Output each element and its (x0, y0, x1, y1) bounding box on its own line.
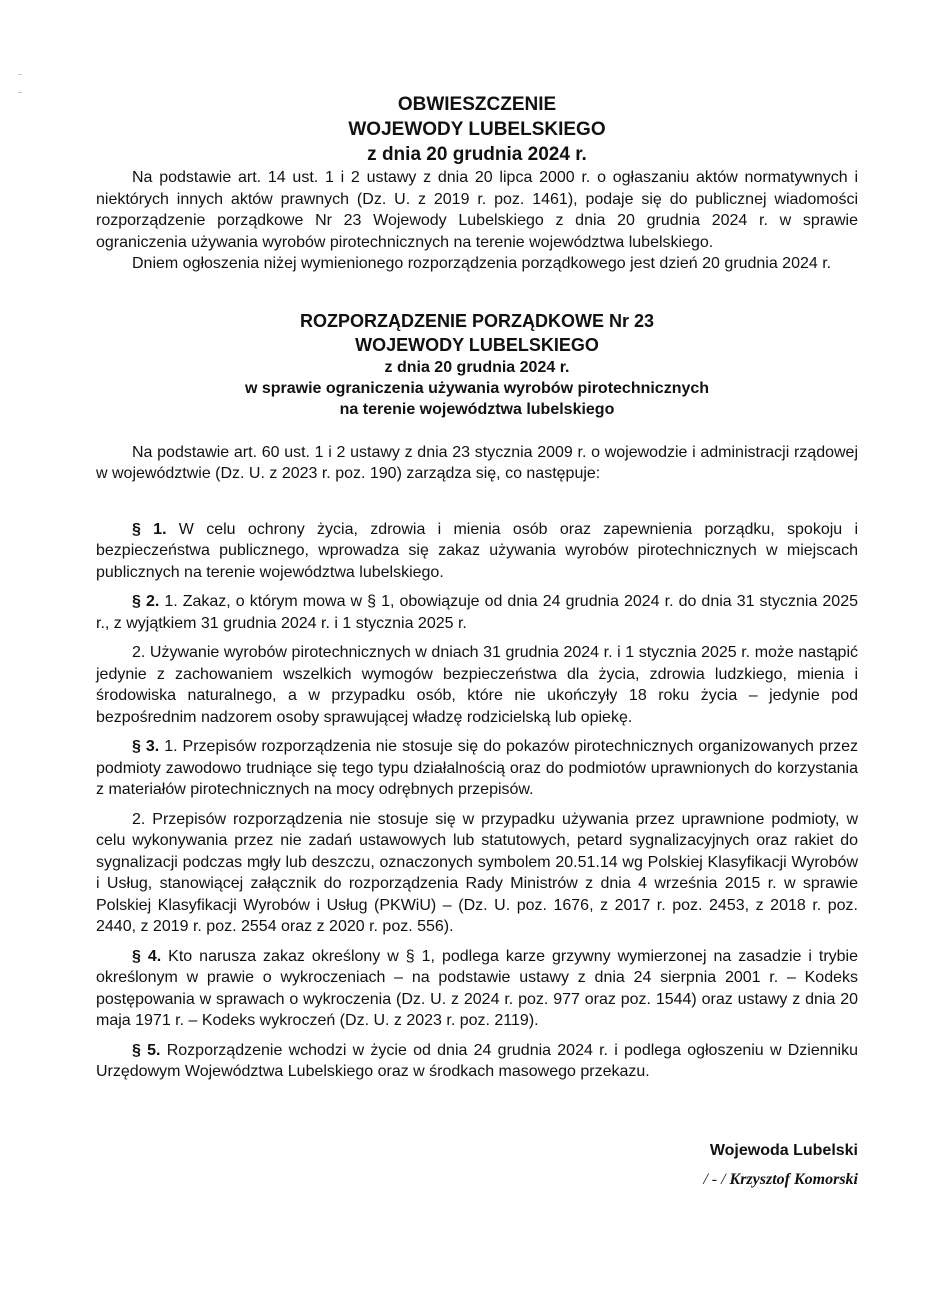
section-2-item-2: 2. Używanie wyrobów pirotechnicznych w dniach 31 grudnia 2024 r. i 1 stycznia 2025 r. może nastąpić jedynie z zachowaniem wszelkich wymogów bezpieczeństwa dla życia, zdrowia ludzkiego, mienia i środowiska naturalnego, a w przypadku osób, które nie ukończyły 18 roku życia – jedynie pod bezpośrednim nadzorem osoby sprawującej władzę rodzicielską lub opiekę. (96, 644, 858, 726)
section-3-mark: § 3. (132, 738, 160, 755)
notice-paragraph-2: Dniem ogłoszenia niżej wymienionego rozporządzenia porządkowego jest dzień 20 grudnia 2024 r. (132, 255, 832, 272)
section-1 (96, 519, 858, 584)
signature-block (703, 1140, 858, 1192)
section-3-item-1 (96, 736, 858, 801)
section-5-mark: § 5. (132, 1041, 161, 1059)
scan-artifact (18, 62, 40, 64)
section-4-mark: § 4. (132, 947, 162, 965)
section-2-mark: § 2. (132, 593, 160, 610)
regulation-title: ROZPORZĄDZENIE PORZĄDKOWE Nr 23 (299, 310, 655, 331)
section-1-text: W celu ochrony życia, zdrowia i mienia osób oraz zapewnienia porządku, spokoju i bezpieczeństwa publicznego, wprowadza się zakaz używania wyrobów pirotechnicznych w miejscach publicznych na terenie województwa lubelskiego. (96, 520, 859, 581)
section-1-mark: § 1. (132, 520, 167, 538)
regulation-date: z dnia 20 grudnia 2024 r. (384, 358, 570, 376)
signature-title: Wojewoda Lubelski (709, 1142, 858, 1159)
section-4-text: Kto narusza zakaz określony w § 1, podlega karze grzywny wymierzonej na zasadzie i trybie określonym w prawie o wykroczeniach – na podstawie ustawy z dnia 24 sierpnia 2001 r. – Kodeks postępowania w sprawach o wykroczenia (Dz. U. z 2024 r. poz. 977 oraz poz. 1544) oraz ustawy z dnia 20 maja 1971 r. – Kodeks wykroczeń (Dz. U. z 2023 r. poz. 2119). (96, 947, 859, 1029)
signature-name: Krzysztof Komorski (729, 1171, 858, 1188)
regulation-subject-line-1: w sprawie ograniczenia używania wyrobów pirotechnicznych (244, 379, 710, 397)
section-2-text-1: 1. Zakaz, o którym mowa w § 1, obowiązuje od dnia 24 grudnia 2024 r. do dnia 31 stycznia 2025 r., z wyjątkiem 31 grudnia 2024 r. i 1 stycznia 2025 r. (96, 593, 858, 632)
signature-name-line (703, 1168, 858, 1192)
notice-authority: WOJEWODY LUBELSKIEGO (348, 119, 606, 140)
section-3-text-1: 1. Przepisów rozporządzenia nie stosuje się do pokazów pirotechnicznych organizowanych przez podmioty zawodowo trudniące się tego typu działalnością oraz do podmiotów uprawnionych do korzystania z materiałów pirotechnicznych na mocy odrębnych przepisów. (96, 738, 859, 798)
notice-date: z dnia 20 grudnia 2024 r. (367, 144, 587, 165)
section-5 (96, 1040, 858, 1083)
signature-prefix: / - / (703, 1171, 730, 1188)
regulation-authority: WOJEWODY LUBELSKIEGO (355, 334, 599, 355)
notice-paragraph-1: Na podstawie art. 14 ust. 1 i 2 ustawy z dnia 20 lipca 2000 r. o ogłaszaniu aktów normatywnych i niektórych innych aktów prawnych (Dz. U. z 2019 r. poz. 1461), podaje się do publicznej wiadomości rozporządzenie porządkowe Nr 23 Wojewody Lubelskiego z dnia 20 grudnia 2024 r. w sprawie ograniczenia używania wyrobów pirotechnicznych na terenie województwa lubelskiego. (96, 169, 858, 251)
notice-title: OBWIESZCZENIE (397, 94, 557, 115)
document-page (96, 92, 858, 1083)
section-4 (96, 946, 858, 1032)
regulation-preamble: Na podstawie art. 60 ust. 1 i 2 ustawy z dnia 23 stycznia 2009 r. o wojewodzie i administracji rządowej w województwie (Dz. U. z 2023 r. poz. 190) zarządza się, co następuje: (96, 443, 858, 482)
section-3-item-2: 2. Przepisów rozporządzenia nie stosuje się w przypadku używania przez uprawnione podmioty, w celu wykonywania przez nie zadań ustawowych lub statutowych, petard sygnalizacyjnych oraz rakiet do sygnalizacji podczas mgły lub deszczu, oznaczonych symbolem 20.51.14 wg Polskiej Klasyfikacji Wyrobów i Usług, stanowiącej załącznik do rozporządzenia Rady Ministrów z dnia 4 września 2015 r. w sprawie Polskiej Klasyfikacji Wyrobów i Usług (PKWiU) – (Dz. U. poz. 1676, z 2017 r. poz. 2453, z 2018 r. poz. 2440, z 2019 r. poz. 2554 oraz z 2020 r. poz. 556). (96, 810, 858, 935)
section-5-text: Rozporządzenie wchodzi w życie od dnia 24 grudnia 2024 r. i podlega ogłoszeniu w Dzienniku Urzędowym Województwa Lubelskiego oraz w środkach masowego przekazu. (96, 1041, 858, 1080)
section-2-item-1 (96, 591, 858, 634)
regulation-subject-line-2: na terenie województwa lubelskiego (339, 400, 615, 418)
